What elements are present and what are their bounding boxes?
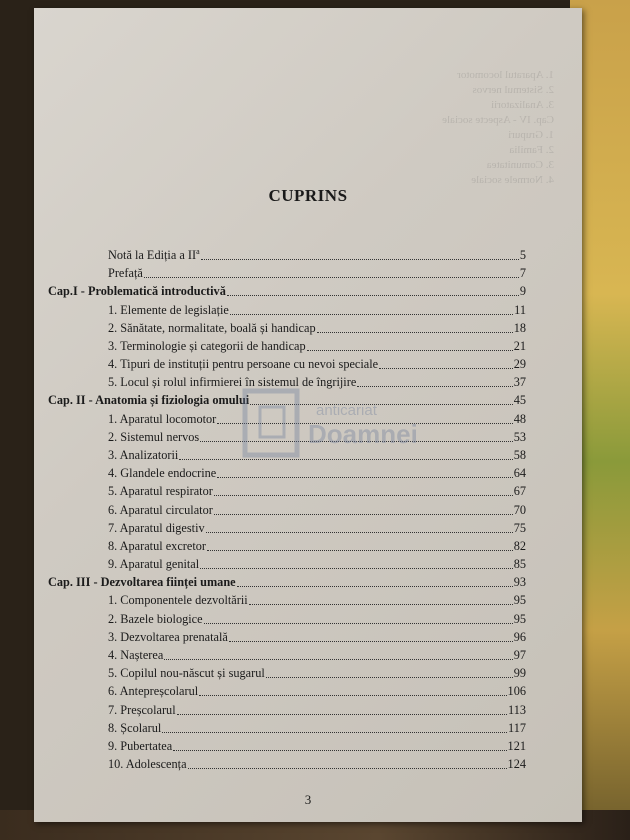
toc-entry <box>108 465 526 481</box>
toc-entry <box>108 247 526 263</box>
toc-entry <box>108 502 526 518</box>
dot-leader <box>179 459 512 460</box>
chapter-number: Cap. II - <box>48 393 96 408</box>
dot-leader <box>229 641 513 642</box>
section-title <box>108 303 229 318</box>
entry-label: 8. Școlarul <box>108 720 162 735</box>
dot-leader <box>214 514 513 515</box>
entry-label: 3. Dezvoltarea prenatală <box>108 629 228 644</box>
section-title <box>108 757 187 772</box>
dot-leader <box>162 732 507 733</box>
entry-label: 2. Bazele biologice <box>108 611 203 626</box>
entry-page-number: 37 <box>513 375 526 390</box>
entry-label: Dezvoltarea ființei umane <box>100 575 236 590</box>
entry-label: 2. Sistemul nervos <box>108 429 200 444</box>
dot-leader <box>357 386 512 387</box>
entry-page-number: 7 <box>519 266 526 281</box>
dot-leader <box>204 623 513 624</box>
entry-page-number: 53 <box>513 429 526 444</box>
section-title <box>108 466 216 481</box>
entry-page-number: 117 <box>508 720 526 735</box>
section-title <box>108 739 172 754</box>
entry-label: 7. Preșcolarul <box>108 702 176 717</box>
dot-leader <box>217 477 512 478</box>
entry-page-number: 121 <box>507 738 526 753</box>
section-title <box>108 448 178 463</box>
toc-entry <box>108 338 526 354</box>
section-title <box>108 666 265 681</box>
section-title <box>108 266 143 281</box>
entry-page-number: 97 <box>513 647 526 662</box>
section-title <box>108 503 213 518</box>
superscript: a <box>196 246 200 256</box>
page-number: 3 <box>304 792 312 807</box>
toc-entry <box>108 447 526 463</box>
toc-entry <box>108 556 526 572</box>
toc-entry <box>108 429 526 445</box>
toc-entry <box>108 320 526 336</box>
dot-leader <box>199 695 506 696</box>
entry-page-number: 95 <box>513 593 526 608</box>
entry-label: 4. Tipuri de instituții pentru persoane cu nevoi speciale <box>108 357 379 372</box>
entry-label: 3. Analizatorii <box>108 447 179 462</box>
dot-leader <box>201 259 519 260</box>
toc-entry <box>48 392 526 408</box>
section-title <box>108 557 199 572</box>
toc-entry <box>108 756 526 772</box>
toc-entry <box>108 702 526 718</box>
entry-label: 2. Sănătate, normalitate, boală și handicap <box>108 320 316 335</box>
section-title <box>108 612 203 627</box>
toc-entry <box>108 592 526 608</box>
dot-leader <box>250 404 512 405</box>
entry-page-number: 58 <box>513 447 526 462</box>
entry-label: 3. Terminologie și categorii de handicap <box>108 338 306 353</box>
entry-page-number: 95 <box>513 611 526 626</box>
entry-page-number: 21 <box>513 338 526 353</box>
book-page <box>34 8 582 822</box>
dot-leader <box>173 750 506 751</box>
toc-entry <box>108 520 526 536</box>
section-title <box>108 339 306 354</box>
show-through-line: Cap. IV - Aspecte sociale <box>442 114 554 126</box>
entry-label: 4. Glandele endocrine <box>108 466 217 481</box>
entry-page-number: 82 <box>513 538 526 553</box>
toc-entry <box>108 356 526 372</box>
toc-entry <box>108 265 526 281</box>
entry-label: 9. Aparatul genital <box>108 557 200 572</box>
entry-label: 5. Copilul nou-născut și sugarul <box>108 666 265 681</box>
section-title <box>108 321 316 336</box>
entry-page-number: 64 <box>513 466 526 481</box>
entry-page-number: 75 <box>513 520 526 535</box>
entry-label: 7. Aparatul digestiv <box>108 520 205 535</box>
dot-leader <box>200 441 513 442</box>
entry-page-number: 5 <box>519 248 526 262</box>
toc-entry <box>108 738 526 754</box>
show-through-line: 4. Normele sociale <box>471 174 554 186</box>
section-title <box>108 521 205 536</box>
section-title <box>108 648 163 663</box>
entry-page-number: 113 <box>508 702 526 717</box>
entry-label: Anatomia și fiziologia omului <box>95 393 250 408</box>
entry-page-number: 70 <box>513 502 526 517</box>
chapter-title <box>48 284 226 299</box>
dot-leader <box>144 277 519 278</box>
entry-page-number: 29 <box>513 357 526 372</box>
entry-page-number: 106 <box>507 684 526 699</box>
dot-leader <box>177 714 507 715</box>
entry-page-number: 9 <box>519 284 526 299</box>
show-through-line: 1. Grupuri <box>508 129 554 141</box>
show-through-line: 3. Analizatorii <box>491 99 554 111</box>
watermark-line2: Doamnei <box>308 419 418 449</box>
toc-entry <box>108 647 526 663</box>
section-title <box>108 703 176 718</box>
toc-entry <box>48 283 526 299</box>
show-through-line: 1. Aparatul locomotor <box>457 69 554 81</box>
entry-page-number: 96 <box>513 629 526 644</box>
section-title <box>108 721 161 736</box>
entry-page-number: 45 <box>513 393 526 408</box>
section-title <box>108 630 228 645</box>
entry-page-number: 48 <box>513 411 526 426</box>
dot-leader <box>227 295 519 296</box>
section-title <box>108 412 216 427</box>
toc-entry <box>108 683 526 699</box>
dot-leader <box>237 586 513 587</box>
toc-entry <box>108 538 526 554</box>
entry-label: 6. Aparatul circulator <box>108 502 213 517</box>
section-title <box>108 375 356 390</box>
entry-page-number: 85 <box>513 557 526 572</box>
entry-label: 6. Antepreșcolarul <box>108 684 199 699</box>
section-title <box>108 539 206 554</box>
entry-label: 10. Adolescența <box>108 757 187 772</box>
dot-leader <box>230 314 513 315</box>
entry-page-number: 67 <box>513 484 526 499</box>
dot-leader <box>200 568 513 569</box>
entry-label: 1. Aparatul locomotor <box>108 411 217 426</box>
dot-leader <box>266 677 513 678</box>
dot-leader <box>214 495 513 496</box>
dot-leader <box>379 368 513 369</box>
entry-label: Prefață <box>108 266 143 281</box>
entry-label: 1. Elemente de legislație <box>108 302 229 317</box>
entry-label: 9. Pubertatea <box>108 738 173 753</box>
section-title <box>108 430 199 445</box>
entry-page-number: 18 <box>513 320 526 335</box>
show-through-text <box>254 68 554 248</box>
section-title <box>108 357 378 372</box>
dot-leader <box>317 332 513 333</box>
entry-page-number: 93 <box>513 575 526 590</box>
entry-label: 8. Aparatul excretor <box>108 538 206 553</box>
dot-leader <box>207 550 513 551</box>
toc-entry <box>108 629 526 645</box>
chapter-title <box>48 393 249 408</box>
entry-label: 1. Componentele dezvoltării <box>108 593 248 608</box>
section-title <box>108 593 248 608</box>
entry-label: 5. Aparatul respirator <box>108 484 213 499</box>
toc-entry <box>108 374 526 390</box>
entry-page-number: 11 <box>514 302 526 317</box>
toc-entry <box>108 302 526 318</box>
section-title <box>108 247 200 263</box>
entry-page-number: 99 <box>513 666 526 681</box>
page-title: CUPRINS <box>268 186 348 205</box>
chapter-number: Cap.I - <box>48 284 88 299</box>
dot-leader <box>188 768 507 769</box>
chapter-title <box>48 575 236 590</box>
section-title <box>108 684 198 699</box>
dot-leader <box>206 532 513 533</box>
toc-entry <box>108 720 526 736</box>
dot-leader <box>307 350 513 351</box>
show-through-line: 3. Comunitatea <box>486 159 554 171</box>
toc-entry <box>48 574 526 590</box>
show-through-line: 2. Familia <box>509 144 554 156</box>
toc-entry <box>108 665 526 681</box>
toc-entry <box>108 483 526 499</box>
entry-label: 5. Locul și rolul infirmierei în sistemul de îngrijire <box>108 375 357 390</box>
watermark-line1: anticariat <box>316 402 377 419</box>
section-title <box>108 484 213 499</box>
dot-leader <box>217 423 512 424</box>
dot-leader <box>249 604 513 605</box>
entry-page-number: 124 <box>507 757 526 772</box>
entry-label: Notă la Ediția a II <box>108 248 197 262</box>
toc-entry <box>108 611 526 627</box>
entry-label: Problematică introductivă <box>87 284 226 299</box>
chapter-number: Cap. III - <box>48 575 101 590</box>
show-through-line: 2. Sistemul nervos <box>472 84 554 96</box>
entry-label: 4. Nașterea <box>108 647 164 662</box>
toc-entry <box>108 411 526 427</box>
dot-leader <box>164 659 512 660</box>
